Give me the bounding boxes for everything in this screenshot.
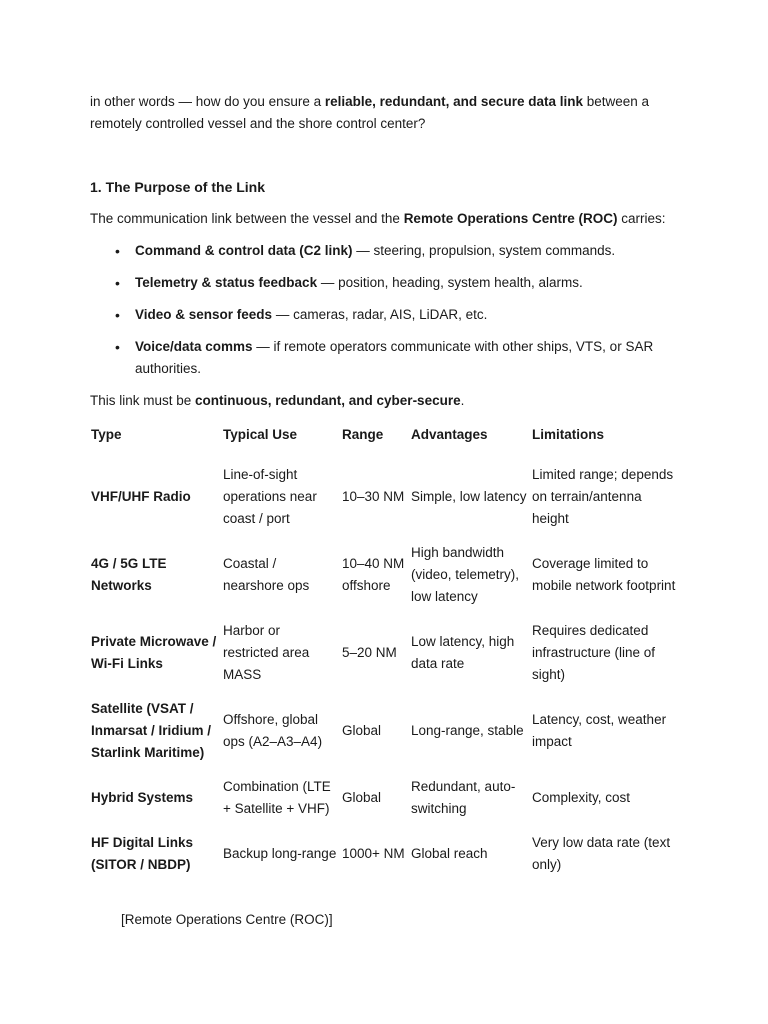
- cell-range: Global: [342, 790, 382, 805]
- cell-advantages: Long-range, stable: [411, 723, 524, 738]
- header-advantages: Advantages: [411, 427, 488, 442]
- purpose-list: [90, 240, 690, 380]
- lead-text-end: carries:: [617, 211, 666, 226]
- cell-type: Hybrid Systems: [91, 790, 194, 805]
- cell-advantages: Redundant, auto-switching: [411, 779, 516, 816]
- cell-advantages: Global reach: [411, 846, 488, 861]
- table-row: [90, 614, 684, 692]
- cell-typical-use: Line-of-sight operations near coast / port: [223, 467, 317, 526]
- cell-limitations: Coverage limited to mobile network footprint: [532, 556, 676, 593]
- requirement-text: This link must be: [90, 393, 196, 408]
- header-limitations: Limitations: [532, 427, 605, 442]
- cell-advantages: High bandwidth (video, telemetry), low latency: [411, 545, 520, 604]
- cell-range: 10–30 NM: [342, 489, 405, 504]
- list-item-title: Telemetry & status feedback: [135, 275, 318, 290]
- lead-emphasis: Remote Operations Centre (ROC): [403, 211, 618, 226]
- cell-range: 5–20 NM: [342, 645, 397, 660]
- cell-typical-use: Coastal / nearshore ops: [223, 556, 310, 593]
- header-typical-use: Typical Use: [223, 427, 298, 442]
- list-item-detail: — cameras, radar, AIS, LiDAR, etc.: [272, 307, 488, 322]
- list-item-title: Voice/data comms: [135, 339, 253, 354]
- cell-limitations: Latency, cost, weather impact: [532, 712, 667, 749]
- list-item: [135, 272, 690, 294]
- cell-type: HF Digital Links (SITOR / NBDP): [91, 835, 194, 872]
- lead-paragraph: [90, 208, 690, 230]
- lead-text: The communication link between the vessel and the: [90, 211, 404, 226]
- cell-limitations: Limited range; depends on terrain/antenna height: [532, 467, 674, 526]
- cell-limitations: Complexity, cost: [532, 790, 631, 805]
- link-types-table: [90, 424, 684, 882]
- document-body: [90, 90, 690, 882]
- table-header-row: [90, 424, 684, 458]
- cell-limitations: Very low data rate (text only): [532, 835, 671, 872]
- list-item: [135, 336, 690, 380]
- header-type: Type: [91, 427, 122, 442]
- cell-type: Satellite (VSAT / Inmarsat / Iridium / Starlink Maritime): [91, 701, 212, 760]
- cell-range: 1000+ NM: [342, 846, 405, 861]
- list-item: [135, 240, 690, 262]
- cell-typical-use: Offshore, global ops (A2–A3–A4): [223, 712, 323, 749]
- table-row: [90, 770, 684, 826]
- requirement-text-end: .: [460, 393, 465, 408]
- cell-typical-use: Combination (LTE + Satellite + VHF): [223, 779, 331, 816]
- table-row: [90, 536, 684, 614]
- table-row: [90, 692, 684, 770]
- intro-emphasis: reliable, redundant, and secure data link: [324, 94, 583, 109]
- requirement-paragraph: [90, 390, 690, 412]
- cell-type: 4G / 5G LTE Networks: [91, 556, 167, 593]
- section-heading: 1. The Purpose of the Link: [90, 179, 266, 195]
- list-item-detail: — position, heading, system health, alarms.: [317, 275, 583, 290]
- cell-range: 10–40 NM offshore: [342, 556, 405, 593]
- cell-range: Global: [342, 723, 382, 738]
- cell-typical-use: Backup long-range: [223, 846, 337, 861]
- intro-text: in other words — how do you ensure a: [90, 94, 325, 109]
- cell-advantages: Low latency, high data rate: [411, 634, 515, 671]
- list-item-detail: — steering, propulsion, system commands.: [352, 243, 616, 258]
- cell-type: VHF/UHF Radio: [91, 489, 191, 504]
- list-item: [135, 304, 690, 326]
- header-range: Range: [342, 427, 384, 442]
- table-row: [90, 458, 684, 536]
- list-item-title: Command & control data (C2 link): [135, 243, 353, 258]
- requirement-emphasis: continuous, redundant, and cyber-secure: [195, 393, 461, 408]
- diagram-caption: [Remote Operations Centre (ROC)]: [121, 912, 333, 927]
- cell-type: Private Microwave / Wi-Fi Links: [91, 634, 217, 671]
- list-item-detail: — if remote operators communicate with other ships, VTS, or SAR authorities.: [135, 339, 654, 376]
- cell-advantages: Simple, low latency: [411, 489, 527, 504]
- cell-typical-use: Harbor or restricted area MASS: [223, 623, 310, 682]
- intro-paragraph: [90, 91, 690, 135]
- intro-text-end: between a remotely controlled vessel and the shore control center?: [90, 94, 650, 131]
- cell-limitations: Requires dedicated infrastructure (line of sight): [532, 623, 656, 682]
- list-item-title: Video & sensor feeds: [135, 307, 273, 322]
- table-row: [90, 826, 684, 882]
